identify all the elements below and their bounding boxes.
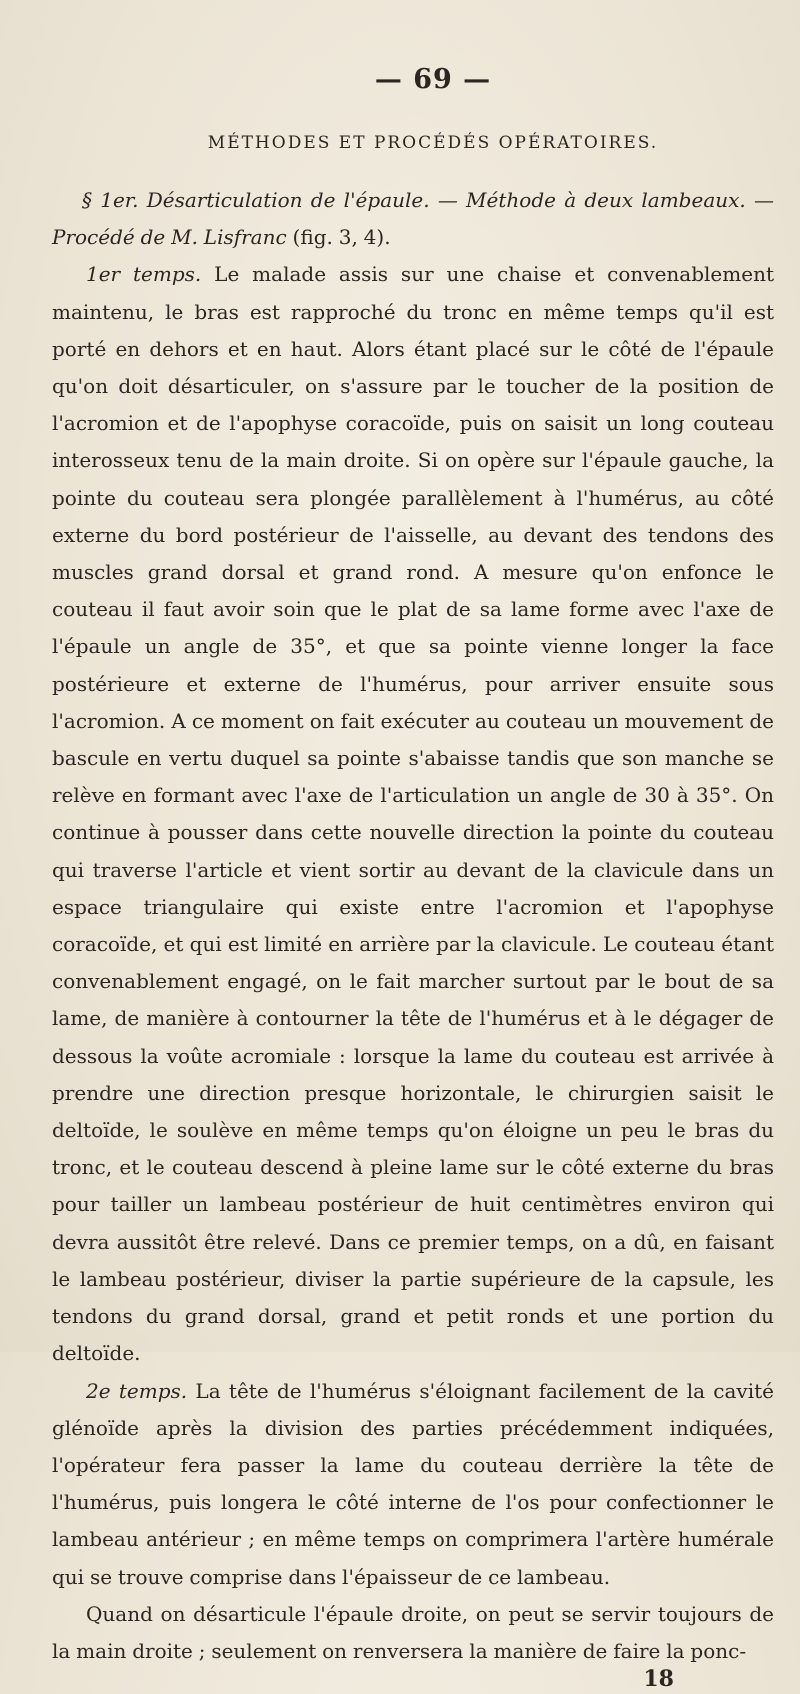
paragraph-text: Le malade assis sur une chaise et convenablement maintenu, le bras est rapproché du tronc en même temps qu'il est porté en dehors et en haut. Alors étant placé sur le côté de l'épaule qu'on doit désarticuler, on s'assure par le toucher de la position de l'acromion et de l'apophyse coracoïde, puis on saisit un long couteau interosseux tenu de la main droite. Si on opère sur l'épaule gauche, la pointe du couteau sera plongée parallèlement à l'humérus, au côté externe du bord postérieur de l'aisselle, au devant des tendons des muscles grand dorsal et grand rond. A mesure qu'on enfonce le couteau il faut avoir soin que le plat de sa lame forme avec l'axe de l'épaule un angle de 35°, et que sa pointe vienne longer la face postérieure et externe de l'humérus, pour arriver ensuite sous l'acromion. A ce moment on fait exécuter au couteau un mouvement de bascule en vertu duquel sa pointe s'abaisse tandis que son manche se relève en formant avec l'axe de l'articulation un angle de 30 à 35°. On continue à pousser dans cette nouvelle direction la pointe du couteau qui traverse l'article et vient sortir au devant de la clavicule dans un espace triangulaire qui existe entre l'acromion et l'apophyse coracoïde, et qui est limité en arrière par la clavicule. Le couteau étant convenablement engagé, on le fait marcher surtout par le bout de sa lame, de manière à contourner la tête de l'humérus et à le dégager de dessous la voûte acromiale : lorsque la lame du couteau est arrivée à prendre une direction presque horizontale, le chirurgien saisit le deltoïde, le soulève en même temps qu'on éloigne un peu le bras du tronc, et le couteau descend à pleine lame sur le côté externe du bras pour tailler un lambeau postérieur de huit centimètres environ qui devra aussitôt être relevé. Dans ce premier temps, on a dû, en faisant le lambeau postérieur, diviser la partie supérieure de la capsule, les tendons du grand dorsal, grand et petit ronds et une portion du deltoïde. [52, 262, 774, 1366]
paragraph [52, 1373, 774, 1596]
paragraph-lead: 1er temps. [86, 262, 202, 287]
page-number: — 69 — [374, 64, 492, 95]
paragraph-text: Quand on désarticule l'épaule droite, on peut se servir toujours de la main droite ; seulement on renversera la manière de faire la ponc- [52, 1601, 774, 1663]
body-text [52, 182, 774, 1670]
paragraph [52, 182, 774, 256]
paragraph [52, 256, 774, 1372]
paragraph-lead: § 1er. Désarticulation de l'épaule. — Méthode à deux lambeaux. — Procédé de M. Lisfranc [52, 188, 774, 250]
paragraph-lead: 2e temps. [86, 1378, 188, 1403]
signature-mark: 18 [643, 1666, 674, 1693]
paragraph-text: La tête de l'humérus s'éloignant facilement de la cavité glénoïde après la division des parties précédemment indiquées, l'opérateur fera passer la lame du couteau derrière la tête de l'humérus, puis longera le côté interne de l'os pour confectionner le lambeau antérieur ; en même temps on comprimera l'artère humérale qui se trouve comprise dans l'épaisseur de ce lambeau. [52, 1378, 775, 1589]
book-page [52, 60, 774, 1694]
paragraph [52, 1596, 774, 1670]
section-title: MÉTHODES ET PROCÉDÉS OPÉRATOIRES. [207, 133, 659, 153]
paragraph-text: (fig. 3, 4). [286, 225, 391, 250]
